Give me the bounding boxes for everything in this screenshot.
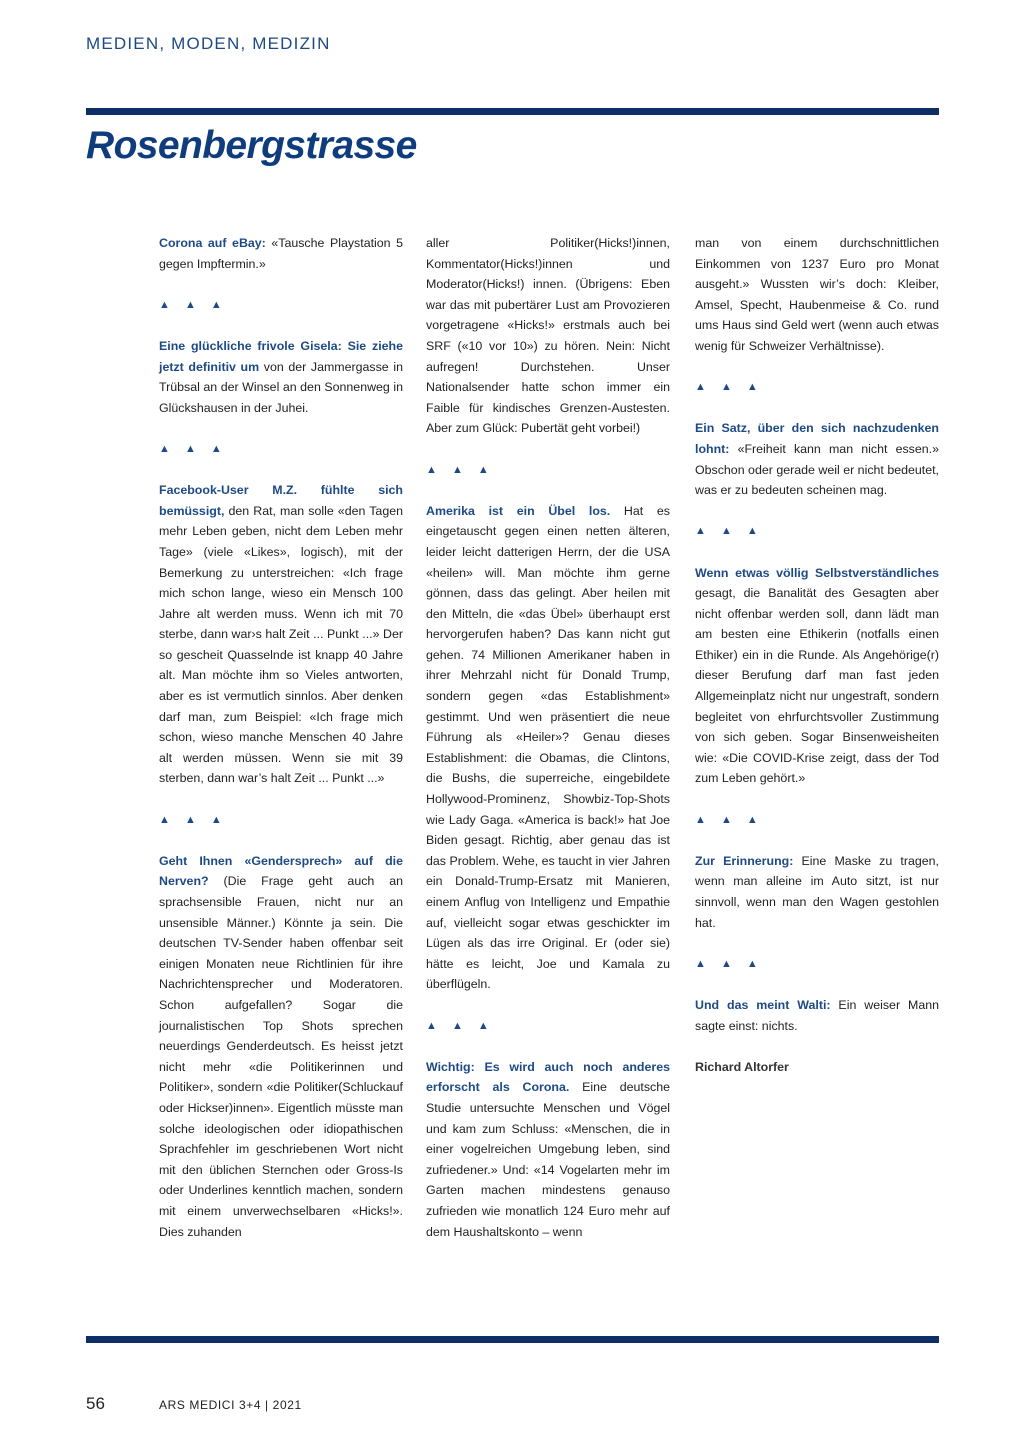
article-paragraph [695, 418, 939, 500]
paragraph-body: «Freiheit kann man nicht essen.» Obschon oder gerade weil er nicht bedeutet, was er zu bedeuten scheinen mag. [695, 441, 939, 498]
section-separator: ▲ ▲ ▲ [695, 813, 764, 826]
paragraph-lead: Und das meint Walti: [695, 997, 831, 1012]
article-paragraph [695, 563, 939, 790]
article-paragraph [426, 233, 670, 439]
paragraph-body: gesagt, die Banalität des Gesagten aber nicht offenbar werden soll, dann lädt man am besten eine Ethikerin (notfalls einen Ethiker) ein in die Runde. Als Angehörige(r) dieser Berufung darf man fast jeden Allgemeinplatz nicht nur ungestraft, sondern begleitet von ehrfurchtsvoller Zustimmung von sich geben. Sogar Binsenweisheiten wie: «Die COVID-Krise zeigt, dass der Tod zum Leben gehört.» [695, 586, 939, 786]
text-column-2 [426, 233, 670, 1242]
paragraph-lead: Geht Ihnen «Gendersprech» auf die Nerven? [159, 853, 403, 889]
paragraph-body: (Die Frage geht auch an sprachsensible Frauen, nicht nur an unsensible Männer.) Könnte ja sein. Die deutschen TV-Sender haben offenbar seit einigen Monaten neue Richtlinien für ihre Nachrichtensprecher und Moderatoren. Schon aufgefallen? Sogar die journalistischen Top Shots sprechen neuerdings Genderdeutsch. Es heisst jetzt nicht mehr «die Politikerinnen und Politiker», sondern «die Politiker(Schluckauf oder Hickser)innen». Eigentlich müsste man solche ideologischen oder idiopathischen Sprachfehler im geschriebenen Wort nicht mit den üblichen Sternchen oder Gross-Is oder Underlines kenntlich machen, sondern mit einem unverwechselbaren «Hicks!». Dies zuhanden [159, 874, 403, 1239]
section-separator: ▲ ▲ ▲ [695, 957, 764, 970]
section-separator: ▲ ▲ ▲ [159, 813, 228, 826]
article-paragraph [426, 1057, 670, 1242]
article-paragraph [426, 501, 670, 995]
bottom-rule [86, 1336, 939, 1343]
article-paragraph [159, 233, 403, 274]
article-paragraph [159, 480, 403, 789]
paragraph-lead: Ein Satz, über den sich nachzudenken lohnt: [695, 421, 939, 456]
paragraph-body: «Tausche Playstation 5 gegen Impftermin.» [159, 236, 404, 271]
paragraph-body: von der Jammergasse in Trübsal an der Winsel an den Sonnenweg in Glückshausen in der Juhei. [159, 359, 403, 415]
paragraph-lead: Corona auf eBay: [159, 236, 266, 250]
article-paragraph [695, 851, 939, 933]
top-rule [86, 108, 939, 115]
paragraph-lead: Wichtig: Es wird auch noch anderes erforscht als Corona. [426, 1059, 670, 1095]
section-separator: ▲ ▲ ▲ [695, 525, 764, 538]
paragraph-lead: Eine glückliche frivole Gisela: Sie ziehe jetzt definitiv um [159, 338, 403, 374]
article-paragraph [695, 995, 939, 1036]
journal-issue: ARS MEDICI 3+4 | 2021 [159, 1398, 302, 1412]
article-paragraph [159, 851, 403, 1242]
section-separator: ▲ ▲ ▲ [426, 463, 495, 476]
page-number: 56 [86, 1394, 105, 1413]
paragraph-body: den Rat, man solle «den Tagen mehr Leben geben, nicht dem Leben mehr Tage» (viele «Likes», logisch), mit der Bemerkung zu unterstreichen: «Ich frage mich schon lange, wieso ein Mensch 100 Jahre alt werden muss. Wenn ich mit 70 sterbe, dann war›s halt Zeit ... Punkt ...» Der so gescheit Quasselnde ist knapp 40 Jahre alt. Man möchte ihm so Vieles antworten, aber es ist vermutlich sinnlos. Aber denken darf man, zum Beispiel: «Ich frage mich schon, wieso manche Menschen 40 Jahre alt werden müssen. Wenn sie mit 39 sterben, dann war’s halt Zeit ... Punkt ...» [159, 503, 403, 786]
page-title: Rosenbergstrasse [86, 124, 417, 167]
paragraph-lead: Wenn etwas völlig Selbstverständliches [695, 565, 939, 580]
paragraph-lead: Zur Erinnerung: [695, 853, 794, 868]
section-label: MEDIEN, MODEN, MEDIZIN [86, 34, 331, 53]
paragraph-body: Hat es eingetauscht gegen einen netten älteren, leider leicht datterigen Herrn, der die USA «heilen» will. Man möchte ihm gerne gönnen, dass das gelingt. Aber heilen mit den Mitteln, die «das Übel» überhaupt erst hervorgerufen haben? Das kann nicht gut gehen. 74 Millionen Amerikaner haben in ihrer Mehrzahl nicht für Donald Trump, sondern gegen «das Establishment» gestimmt. Und wen präsentiert die neue Führung als «Heiler»? Genau dieses Establishment: die Obamas, die Clintons, die Bushs, die superreiche, eingebildete Hollywood-Prominenz, Showbiz-Top-Shots wie Lady Gaga. «America is back!» hat Joe Biden gesagt. Richtig, aber genau das ist das Problem. Wehe, es taucht in vier Jahren ein Donald-Trump-Ersatz mit Manieren, einem Anflug von Intelligenz und Empathie auf, vielleicht sogar etwas geschickter im Lügen als das irre Original. Er (oder sie) hätte es leicht, Joe und Kamala zu überflügeln. [426, 503, 670, 992]
article-paragraph [159, 336, 403, 418]
author-signature: Richard Altorfer [695, 1059, 789, 1074]
text-column-3 [695, 233, 939, 1077]
section-separator: ▲ ▲ ▲ [695, 381, 764, 394]
paragraph-lead: Amerika ist ein Übel los. [426, 503, 611, 518]
paragraph-body: Eine Maske zu tragen, wenn man alleine im Auto sitzt, ist nur sinnvoll, wenn man den Wagen gestohlen hat. [695, 853, 939, 930]
paragraph-body: Eine deutsche Studie untersuchte Menschen und Vögel und kam zum Schluss: «Menschen, die in einer vogelreichen Umgebung leben, sind zufriedener.» Und: «14 Vogelarten mehr im Garten machen mindestens genauso zufrieden wie monatlich 124 Euro mehr auf dem Haushaltskonto – wenn [426, 1080, 670, 1239]
text-column-1 [159, 233, 403, 1242]
section-separator: ▲ ▲ ▲ [426, 1019, 495, 1032]
article-paragraph [695, 233, 939, 357]
paragraph-body: man von einem durchschnittlichen Einkommen von 1237 Euro pro Monat ausgeht.» Wussten wir’s doch: Kleiber, Amsel, Specht, Haubenmeise & Co. rund ums Haus sind Geld wert (wenn auch etwas wenig für Schweizer Verhältnisse). [695, 236, 939, 353]
section-separator: ▲ ▲ ▲ [159, 442, 228, 455]
paragraph-lead: Facebook-User M.Z. fühlte sich bemüssigt, [159, 483, 403, 518]
paragraph-body: Ein weiser Mann sagte einst: nichts. [695, 997, 939, 1033]
paragraph-body: aller Politiker(Hicks!)innen, Kommentator(Hicks!)innen und Moderator(Hicks!) innen. (Übrigens: Eben war das mit pubertärer Lust am Provozieren vorgetragene «Hicks!» erstmals auch bei SRF («10 vor 10») zu hören. Nein: Nicht aufregen! Durchstehen. Unser Nationalsender hatte schon immer ein Faible für kindisches Grenzen-Austesten. Aber zum Glück: Pubertät geht vorbei!) [426, 236, 670, 436]
section-separator: ▲ ▲ ▲ [159, 298, 228, 311]
